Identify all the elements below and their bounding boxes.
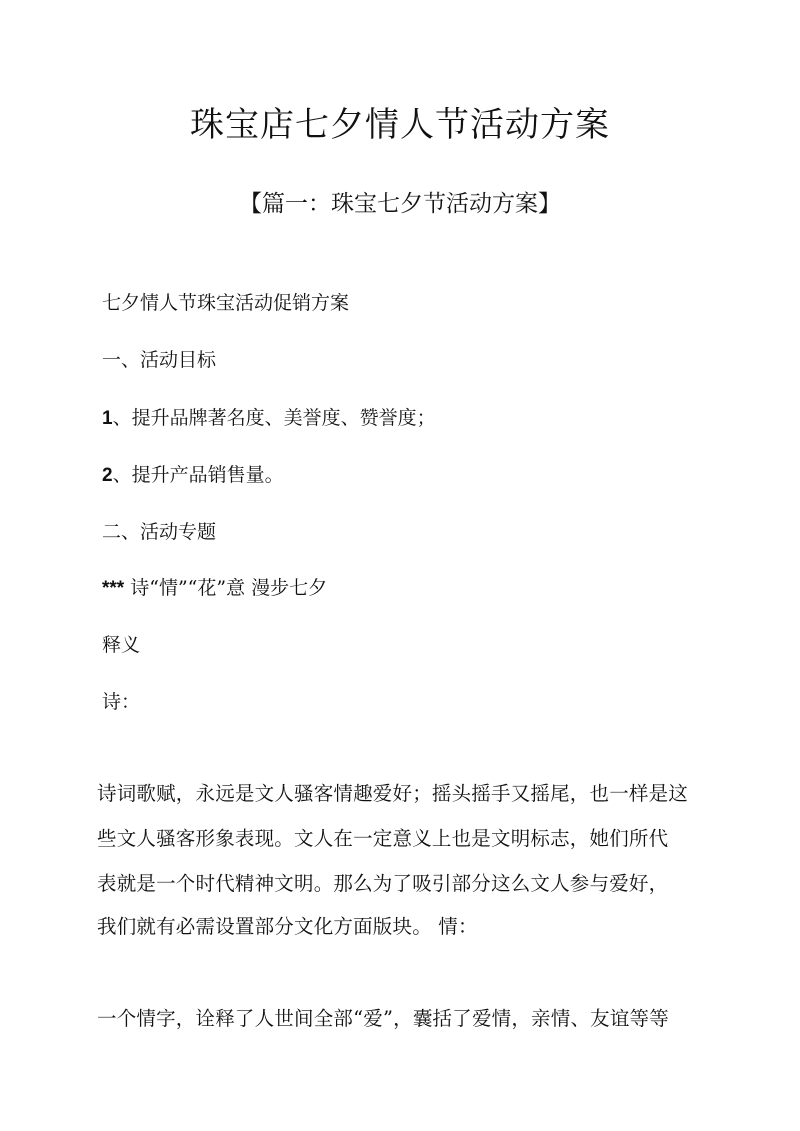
goal-item-2-text: 、提升产品销售量。 — [112, 464, 284, 486]
section-2-title: 二、活动专题 — [102, 521, 217, 543]
poem-label: 诗： — [102, 691, 141, 713]
goal-item-2-number: 2 — [102, 465, 113, 486]
theme-stars: *** — [102, 578, 125, 599]
goal-item-2 — [102, 460, 284, 487]
paragraph-2-line-1: 一个情字，诠释了人世间全部“爱”，囊括了爱情，亲情、友谊等等 — [97, 1007, 669, 1030]
document-subtitle: 【篇一：珠宝七夕节活动方案】 — [239, 191, 561, 217]
goal-item-1-number: 1 — [102, 408, 113, 429]
plan-heading: 七夕情人节珠宝活动促销方案 — [102, 292, 350, 314]
explain-label: 释义 — [102, 634, 141, 656]
paragraph-1-line-1: 诗词歌赋，永远是文人骚客情趣爱好；摇头摇手又摇尾，也一样是这 — [97, 782, 689, 805]
theme-text: 诗“情”“花”意 漫步七夕 — [124, 577, 328, 599]
paragraph-1-line-4: 我们就有必需设置部分文化方面版块。 情： — [97, 915, 478, 938]
goal-item-1-text: 、提升品牌著名度、美誉度、赞誉度； — [112, 407, 436, 429]
goal-item-1 — [102, 403, 436, 430]
section-1-title: 一、活动目标 — [102, 349, 217, 371]
paragraph-1-line-3: 表就是一个时代精神文明。那么为了吸引部分这么文人参与爱好， — [97, 872, 669, 895]
paragraph-1-line-2: 些文人骚客形象表现。文人在一定意义上也是文明标志，她们所代 — [97, 827, 669, 850]
theme-line — [102, 573, 327, 600]
document-title: 珠宝店七夕情人节活动方案 — [190, 105, 610, 145]
